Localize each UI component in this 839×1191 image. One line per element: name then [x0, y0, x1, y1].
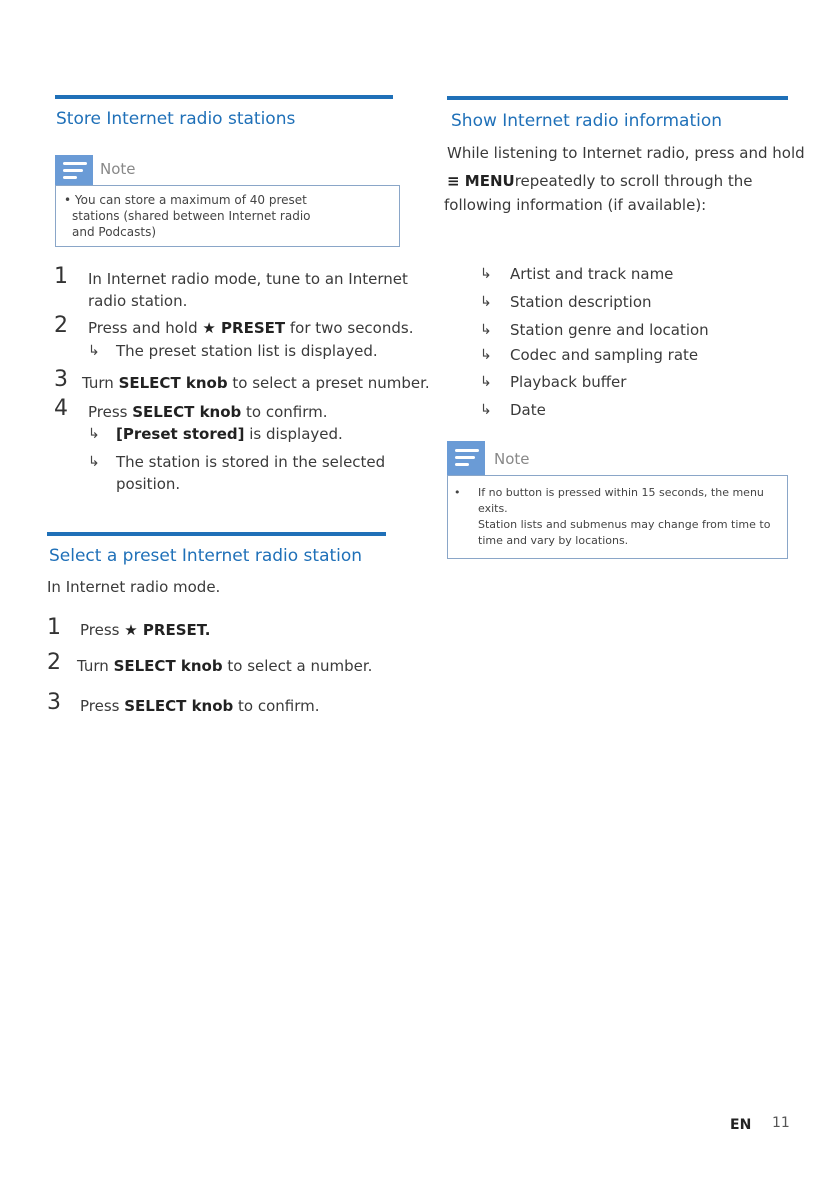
note-label: Note: [100, 160, 136, 178]
note-text: and Podcasts): [72, 225, 156, 239]
page-number: 11: [772, 1115, 790, 1131]
arrow-icon: ↳: [480, 402, 492, 418]
note-box: • You can store a maximum of 40 preset stations (shared between Internet radio and Podcasts): [55, 185, 400, 247]
intro-text: While listening to Internet radio, press and hold: [447, 144, 805, 162]
step-result: The station is stored in the selected: [116, 453, 386, 471]
arrow-icon: ↳: [480, 347, 492, 363]
step-number: 3: [54, 367, 68, 392]
info-item: Date: [510, 401, 546, 419]
step-result: position.: [116, 475, 181, 493]
intro-text: In Internet radio mode.: [47, 578, 221, 596]
arrow-icon: ↳: [88, 343, 100, 359]
arrow-icon: ↳: [480, 294, 492, 310]
intro-text: following information (if available):: [444, 196, 707, 214]
step-text: In Internet radio mode, tune to an Internet: [88, 270, 408, 288]
step-text: Turn SELECT knob to select a number.: [77, 657, 373, 675]
step-number: 1: [54, 264, 68, 289]
info-item: Station genre and location: [510, 321, 709, 339]
step-text: radio station.: [88, 292, 188, 310]
section-title-store: Store Internet radio stations: [56, 109, 296, 129]
arrow-icon: ↳: [480, 374, 492, 390]
section-rule: [447, 96, 788, 100]
info-item: Artist and track name: [510, 265, 674, 283]
note-icon: [55, 155, 93, 185]
note-text: time and vary by locations.: [478, 534, 629, 547]
note-text: Station lists and submenus may change from time to: [478, 518, 771, 531]
step-text: Press SELECT knob to confirm.: [80, 697, 320, 715]
step-number: 1: [47, 615, 61, 640]
note-text: You can store a maximum of 40 preset: [74, 193, 307, 207]
note-text: If no button is pressed within 15 seconds, the menu: [478, 486, 764, 499]
note-text: exits.: [478, 502, 508, 515]
arrow-icon: ↳: [88, 454, 100, 470]
note-icon: [447, 441, 485, 475]
step-result: The preset station list is displayed.: [116, 342, 378, 360]
step-text: Press ★ PRESET.: [80, 621, 211, 639]
section-title-select: Select a preset Internet radio station: [49, 546, 363, 566]
info-item: Codec and sampling rate: [510, 346, 699, 364]
arrow-icon: ↳: [88, 426, 100, 442]
note-box: • If no button is pressed within 15 seconds, the menu exits. Station lists and submenus may change from time to time and vary by locations.: [447, 475, 788, 559]
menu-icon: ≡ MENU: [447, 172, 515, 190]
step-text: Turn SELECT knob to select a preset number.: [82, 374, 430, 392]
note-text: stations (shared between Internet radio: [72, 209, 311, 223]
section-rule: [47, 532, 386, 536]
note-label: Note: [494, 450, 530, 468]
step-number: 3: [47, 690, 61, 715]
step-number: 2: [47, 650, 61, 675]
step-number: 2: [54, 313, 68, 338]
section-rule: [55, 95, 393, 99]
language-label: EN: [730, 1117, 752, 1133]
arrow-icon: ↳: [480, 322, 492, 338]
info-item: Station description: [510, 293, 652, 311]
intro-text: ≡ MENUrepeatedly to scroll through the: [447, 172, 753, 190]
step-result: [Preset stored] is displayed.: [116, 425, 343, 443]
step-text: Press and hold ★ PRESET for two seconds.: [88, 319, 414, 337]
arrow-icon: ↳: [480, 266, 492, 282]
step-text: Press SELECT knob to confirm.: [88, 403, 328, 421]
info-item: Playback buffer: [510, 373, 627, 391]
step-number: 4: [54, 396, 68, 421]
section-title-show: Show Internet radio information: [451, 111, 723, 131]
